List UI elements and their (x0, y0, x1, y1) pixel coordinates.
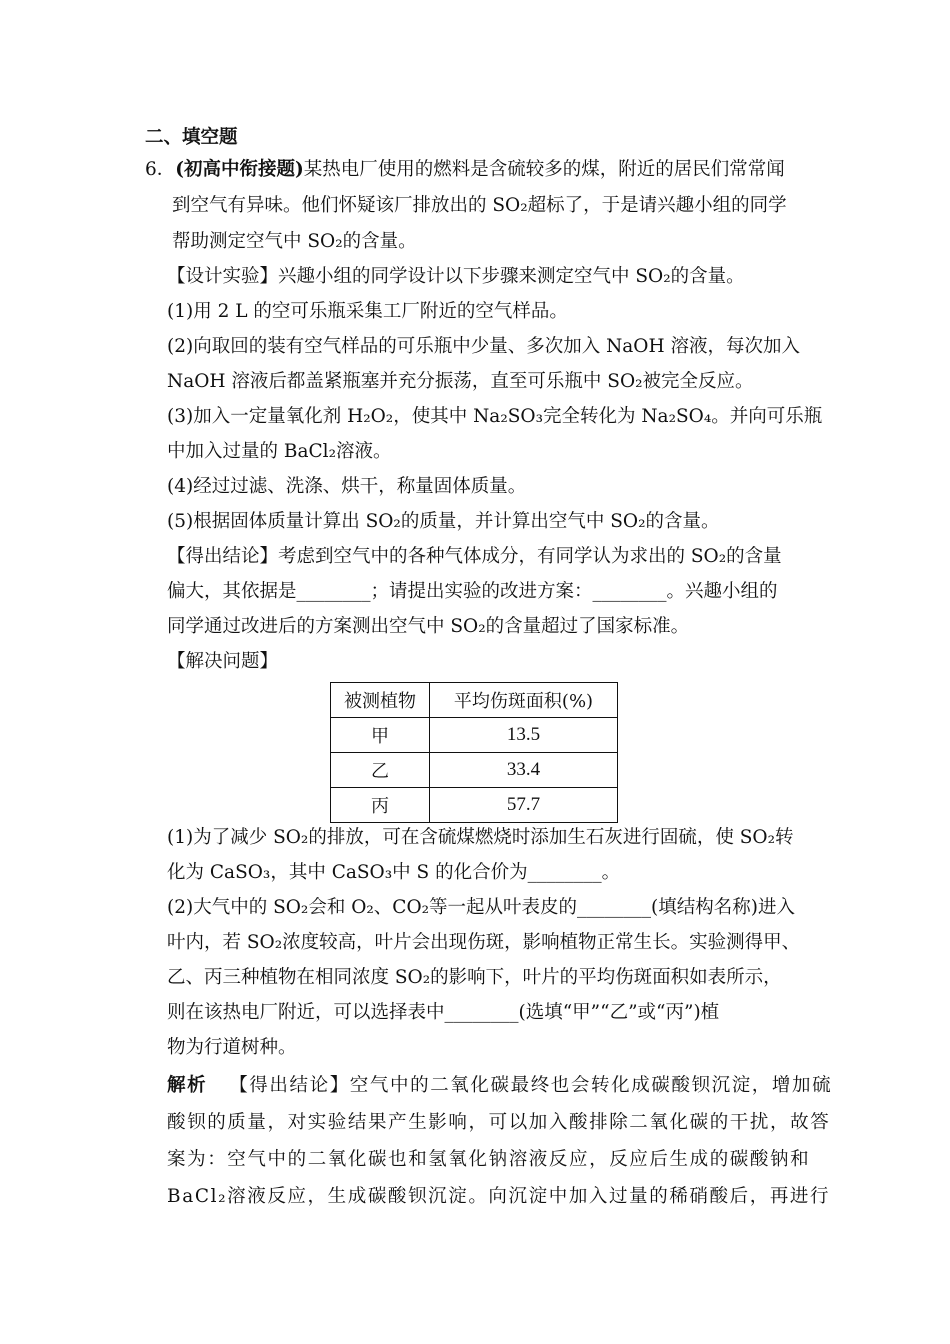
conclusion-line-2: 偏大，其依据是________；请提出实验的改进方案：________。兴趣小组的 (167, 581, 778, 602)
question-2-line-4: 则在该热电厂附近，可以选择表中________(选填“甲”“乙”或“丙”)植 (167, 1002, 720, 1023)
question-6-line-1 (145, 158, 785, 182)
step-2-line-1: (2)向取回的装有空气样品的可乐瓶中少量、多次加入 NaOH 溶液，每次加入 (167, 336, 800, 357)
question-intro-1: 某热电厂使用的燃料是含硫较多的煤，附近的居民们常常闻 (303, 159, 785, 180)
analysis-line-2: 酸钡的质量，对实验结果产生影响，可以加入酸排除二氧化碳的干扰，故答 (167, 1112, 831, 1133)
table-cell-area: 13.5 (430, 718, 618, 753)
table-header-row (331, 683, 618, 718)
question-2-line-1: (2)大气中的 SO₂会和 O₂、CO₂等一起从叶表皮的________(填结构名称)进入 (167, 897, 795, 918)
question-intro-3: 帮助测定空气中 SO₂的含量。 (172, 231, 417, 252)
question-1-line-1: (1)为了减少 SO₂的排放，可在含硫煤燃烧时添加生石灰进行固硫，使 SO₂转 (167, 827, 794, 848)
table-cell-area: 57.7 (430, 788, 618, 823)
table-cell-plant: 甲 (331, 718, 430, 753)
step-1: (1)用 2 L 的空可乐瓶采集工厂附近的空气样品。 (167, 301, 568, 322)
analysis-label: 解析 (167, 1075, 208, 1096)
table-row (331, 753, 618, 788)
table-header-plant: 被测植物 (331, 683, 430, 718)
design-experiment: 【设计实验】兴趣小组的同学设计以下步骤来测定空气中 SO₂的含量。 (167, 266, 745, 287)
table-cell-area: 33.4 (430, 753, 618, 788)
table-cell-plant: 丙 (331, 788, 430, 823)
section-title: 二、填空题 (145, 127, 238, 148)
table-header-area: 平均伤斑面积(%) (430, 683, 618, 718)
question-tag: (初高中衔接题) (175, 159, 304, 180)
question-intro-2: 到空气有异味。他们怀疑该厂排放出的 SO₂超标了，于是请兴趣小组的同学 (172, 195, 787, 216)
question-2-line-3: 乙、丙三种植物在相同浓度 SO₂的影响下，叶片的平均伤斑面积如表所示， (167, 967, 782, 988)
step-3-line-1: (3)加入一定量氧化剂 H₂O₂，使其中 Na₂SO₃完全转化为 Na₂SO₄。并向可乐瓶 (167, 406, 823, 427)
step-2-line-2: NaOH 溶液后都盖紧瓶塞并充分振荡，直至可乐瓶中 SO₂被完全反应。 (167, 371, 754, 392)
table-row (331, 788, 618, 823)
question-2-line-2: 叶内，若 SO₂浓度较高，叶片会出现伤斑，影响植物正常生长。实验测得甲、 (167, 932, 801, 953)
solve-heading: 【解决问题】 (167, 651, 279, 672)
step-3-line-2: 中加入过量的 BaCl₂溶液。 (167, 441, 392, 462)
analysis-line-4: BaCl₂溶液反应，生成碳酸钡沉淀。向沉淀中加入过量的稀硝酸后，再进行 (167, 1186, 831, 1207)
analysis-line-1 (167, 1074, 832, 1098)
step-5: (5)根据固体质量计算出 SO₂的质量，并计算出空气中 SO₂的含量。 (167, 511, 720, 532)
conclusion-line-1: 【得出结论】考虑到空气中的各种气体成分，有同学认为求出的 SO₂的含量 (167, 546, 782, 567)
damage-area-table (330, 682, 618, 823)
question-number: 6． (145, 159, 176, 180)
conclusion-line-3: 同学通过改进后的方案测出空气中 SO₂的含量超过了国家标准。 (167, 616, 690, 637)
analysis-line-3: 案为：空气中的二氧化碳也和氢氧化钠溶液反应，反应后生成的碳酸钠和 (167, 1149, 811, 1170)
analysis-text-1: 【得出结论】空气中的二氧化碳最终也会转化成碳酸钡沉淀，增加硫 (229, 1075, 833, 1096)
table-cell-plant: 乙 (331, 753, 430, 788)
question-2-line-5: 物为行道树种。 (167, 1037, 297, 1058)
step-4: (4)经过过滤、洗涤、烘干，称量固体质量。 (167, 476, 527, 497)
table-row (331, 718, 618, 753)
question-1-line-2: 化为 CaSO₃，其中 CaSO₃中 S 的化合价为________。 (167, 862, 621, 883)
